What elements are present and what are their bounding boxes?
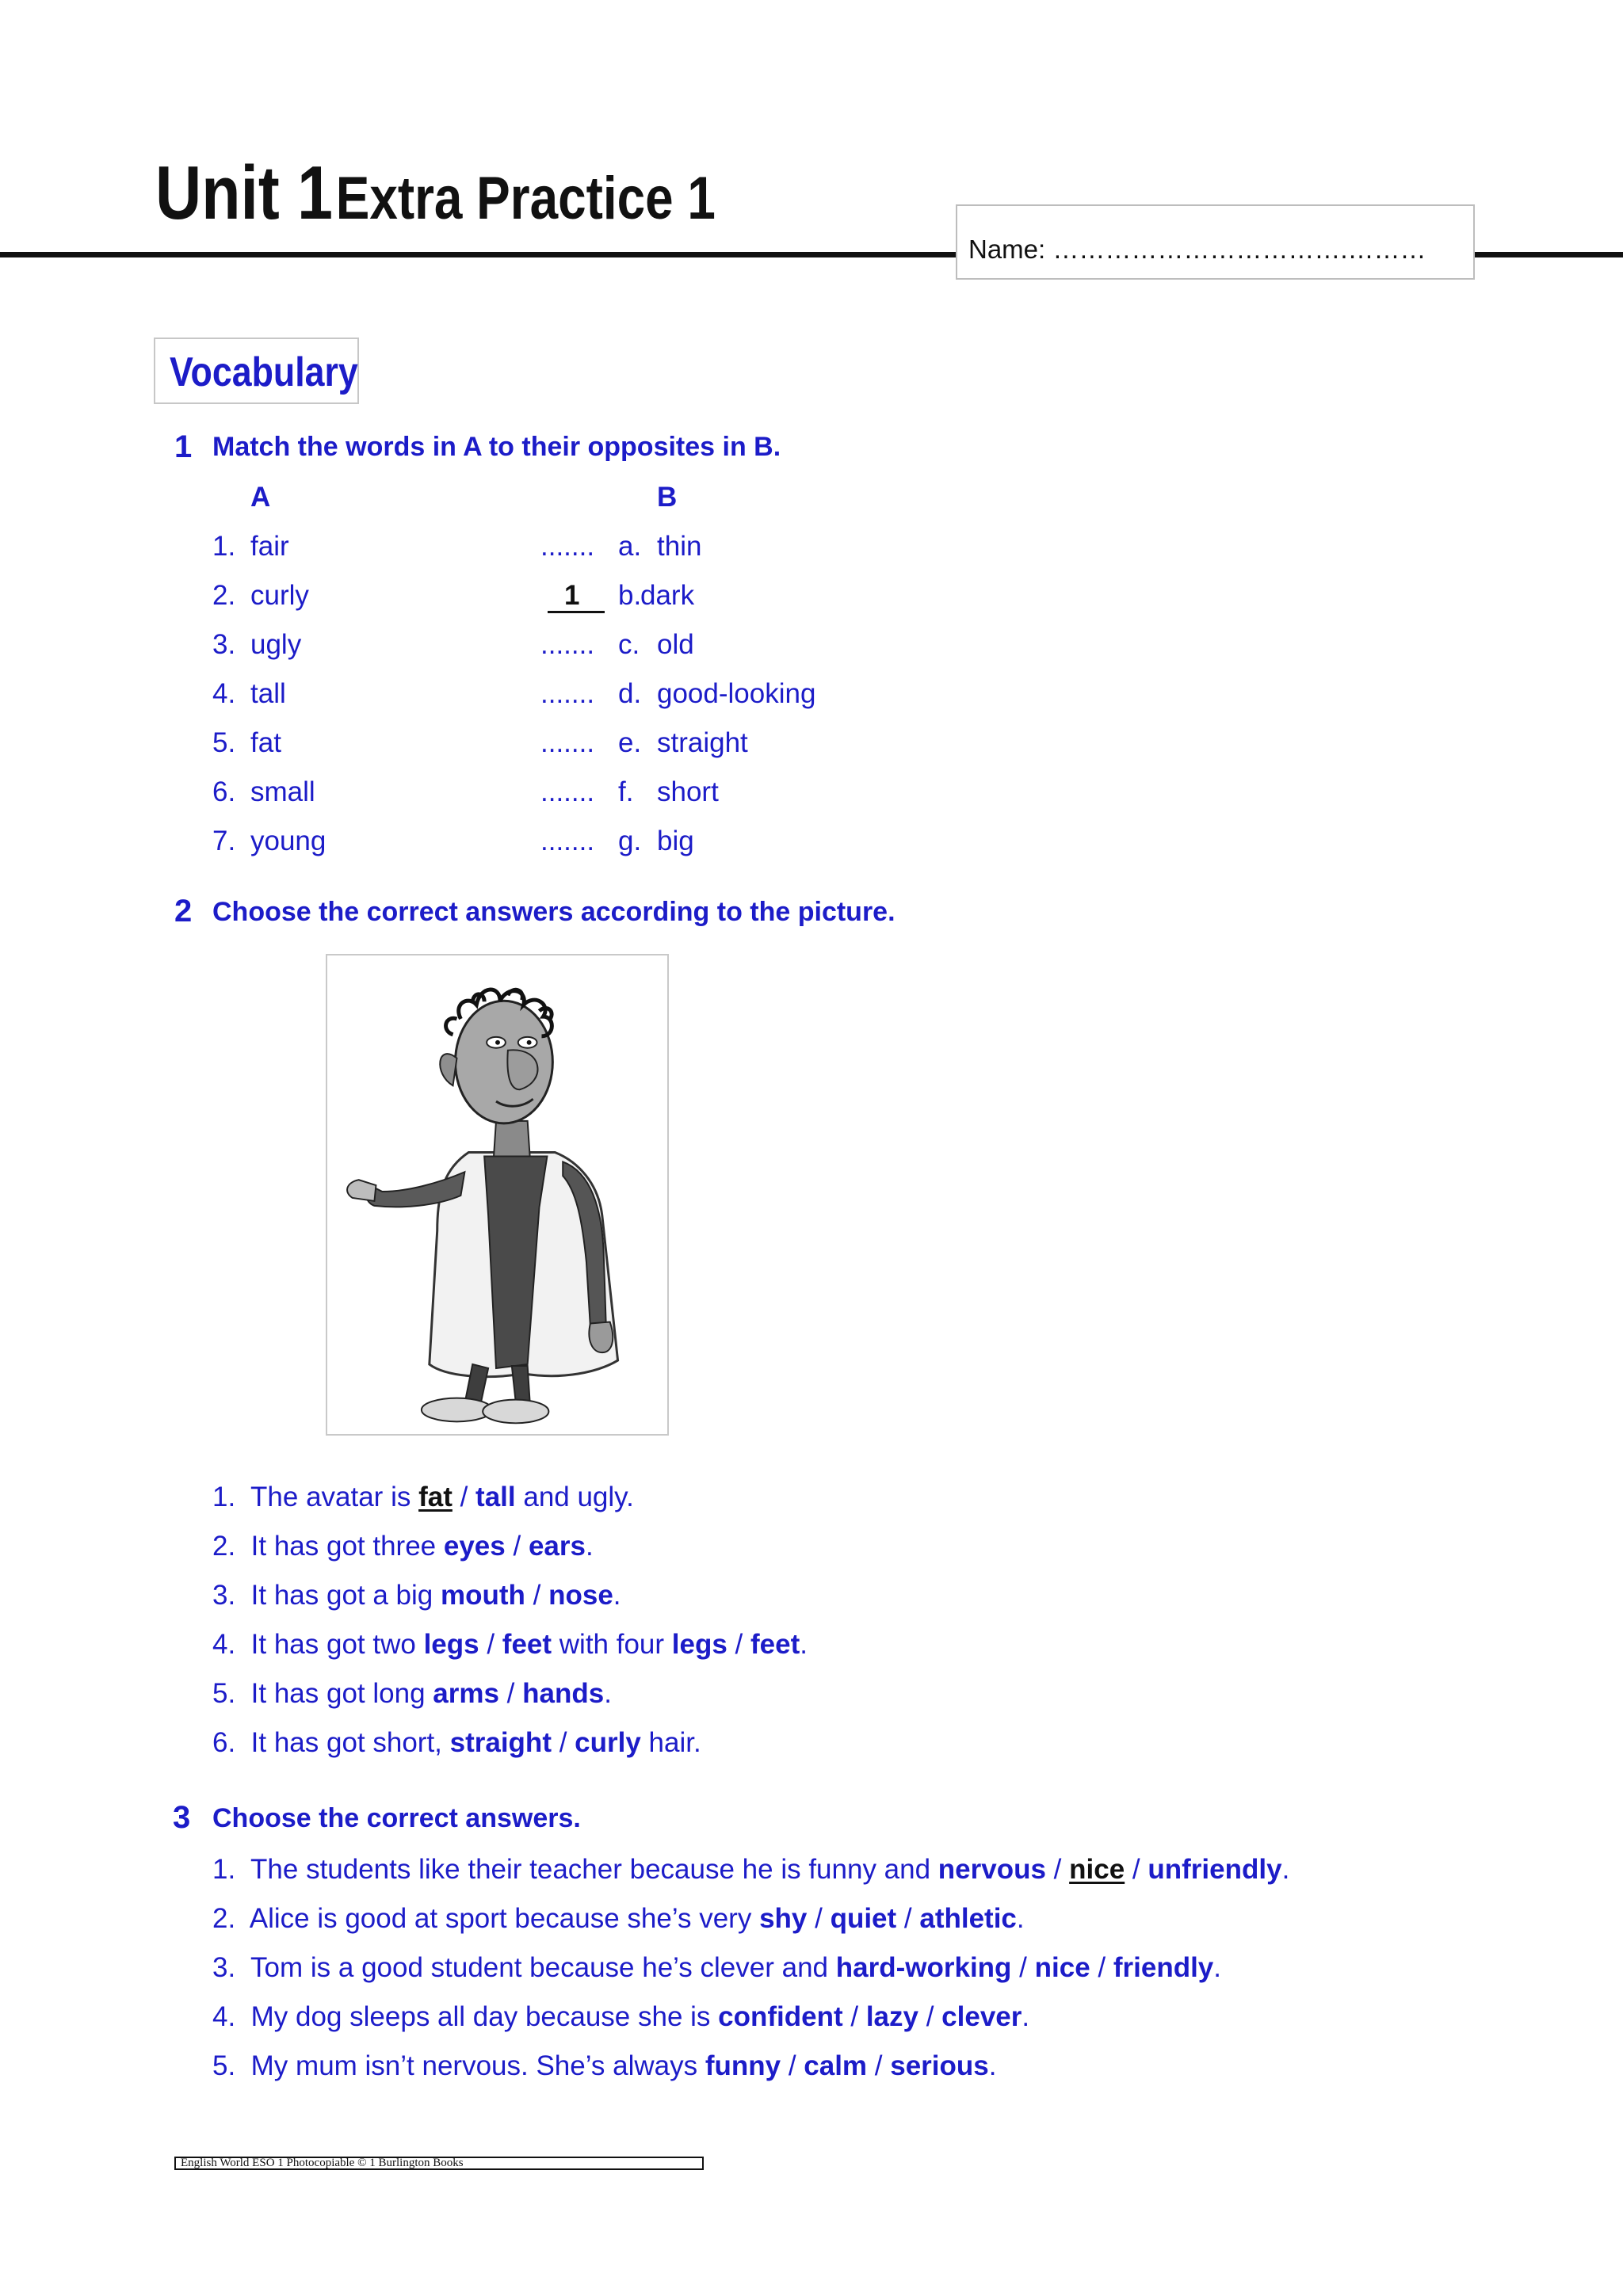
sentence-text: It has got three	[250, 1531, 444, 1562]
item-number: 5.	[212, 2050, 236, 2081]
match-opposite: old	[657, 629, 694, 660]
sentence-text: Tom is a good student because he’s clever and	[250, 1952, 836, 1983]
sentence-2-4	[212, 1630, 808, 1658]
match-opposite: short	[657, 776, 719, 807]
option[interactable]: hands	[522, 1678, 605, 1709]
match-letter: e.	[618, 727, 642, 758]
separator: /	[1045, 1854, 1070, 1885]
sentence-text: .	[1016, 1903, 1025, 1934]
option[interactable]: tall	[475, 1482, 516, 1512]
option[interactable]: feet	[502, 1629, 552, 1660]
match-opposite: big	[657, 826, 694, 856]
option[interactable]: serious	[890, 2050, 989, 2081]
separator: /	[781, 2050, 804, 2081]
answer-blank[interactable]: .......	[540, 826, 595, 856]
separator: /	[1090, 1952, 1113, 1983]
column-b-heading: B	[657, 482, 678, 513]
match-letter: d.	[618, 678, 642, 709]
sentence-2-6	[212, 1729, 701, 1756]
match-word: curly	[250, 580, 309, 611]
item-number: 4.	[212, 2001, 236, 2032]
sentence-text: The students like their teacher because he is funny and	[250, 1854, 938, 1885]
item-number: 2.	[212, 1903, 236, 1934]
separator: /	[1125, 1854, 1148, 1885]
option[interactable]: straight	[449, 1727, 552, 1758]
match-row-number: 7.	[212, 826, 236, 856]
exercise-1-number: 1	[174, 429, 193, 464]
sentence-text: .	[988, 2050, 997, 2081]
option[interactable]: nervous	[938, 1854, 1046, 1885]
example-answer: 1	[564, 580, 580, 611]
option[interactable]: friendly	[1113, 1952, 1214, 1983]
sentence-text: .	[1022, 2001, 1030, 2032]
match-word: fat	[250, 727, 281, 758]
sentence-3-3	[212, 1954, 1221, 1981]
separator: /	[727, 1629, 751, 1660]
sentence-text: Alice is good at sport because she’s very	[249, 1903, 760, 1934]
option[interactable]: funny	[705, 2050, 781, 2081]
option[interactable]: confident	[718, 2001, 843, 2032]
separator: /	[452, 1482, 476, 1512]
sentence-text: It has got two	[250, 1629, 424, 1660]
sentence-text: hair.	[640, 1727, 701, 1758]
sentence-text: The avatar is	[250, 1482, 419, 1512]
item-number: 3.	[212, 1952, 236, 1983]
sentence-text: .	[585, 1531, 594, 1562]
answer-blank[interactable]: .......	[540, 727, 595, 758]
column-a-heading: A	[250, 482, 271, 513]
match-word: young	[250, 826, 327, 856]
option[interactable]: hard-working	[835, 1952, 1012, 1983]
avatar-illustration	[326, 954, 669, 1436]
answer-blank[interactable]: .......	[540, 776, 595, 807]
option[interactable]: clever	[941, 2001, 1022, 2032]
exercise-3-number: 3	[173, 1800, 191, 1835]
separator: /	[896, 1903, 920, 1934]
sentence-text: It has got long	[250, 1678, 433, 1709]
match-letter: b.	[618, 580, 642, 611]
option[interactable]: nose	[548, 1580, 613, 1611]
sentence-text: It has got a big	[250, 1580, 441, 1611]
option[interactable]: athletic	[919, 1903, 1017, 1934]
option[interactable]: shy	[759, 1903, 808, 1934]
separator: /	[842, 2001, 866, 2032]
separator: /	[525, 1580, 549, 1611]
match-opposite: thin	[657, 531, 702, 562]
match-letter: f.	[618, 776, 634, 807]
sentence-text: .	[613, 1580, 621, 1611]
sentence-text: My dog sleeps all day because she is	[250, 2001, 719, 2032]
match-word: small	[250, 776, 315, 807]
item-number: 1.	[212, 1854, 236, 1885]
option[interactable]: quiet	[830, 1903, 897, 1934]
sentence-3-4	[212, 2003, 1029, 2031]
match-word: ugly	[250, 629, 302, 660]
name-field: Name: …………………………….………	[968, 235, 1426, 264]
exercise-2-number: 2	[174, 894, 193, 929]
sentence-text: It has got short,	[250, 1727, 450, 1758]
separator: /	[867, 2050, 891, 2081]
match-letter: a.	[618, 531, 642, 562]
option[interactable]: feet	[750, 1629, 800, 1660]
sentence-2-3	[212, 1581, 621, 1609]
option[interactable]: eyes	[443, 1531, 506, 1562]
exercise-1-title: Match the words in A to their opposites in B.	[212, 432, 781, 462]
option[interactable]: arms	[433, 1678, 499, 1709]
sentence-text: .	[1281, 1854, 1290, 1885]
separator: /	[1011, 1952, 1035, 1983]
copyright-footer: English World ESO 1 Photocopiable © 1 Burlington Books	[174, 2157, 704, 2170]
item-number: 2.	[212, 1531, 236, 1562]
answer-blank[interactable]: .......	[540, 678, 595, 709]
sentence-2-1	[212, 1483, 634, 1511]
match-row-number: 2.	[212, 580, 236, 611]
match-row-number: 5.	[212, 727, 236, 758]
page-title	[155, 151, 716, 235]
option[interactable]: lazy	[865, 2001, 918, 2032]
unit-subtitle: Extra Practice 1	[335, 165, 716, 232]
sentence-2-2	[212, 1532, 594, 1560]
match-row-number: 4.	[212, 678, 236, 709]
item-number: 5.	[212, 1678, 236, 1709]
section-heading: Vocabulary	[170, 349, 358, 395]
match-opposite: dark	[640, 580, 695, 611]
separator: /	[479, 1629, 502, 1660]
match-opposite: straight	[657, 727, 748, 758]
item-number: 3.	[212, 1580, 236, 1611]
sentence-3-2	[212, 1905, 1025, 1932]
match-opposite: good-looking	[657, 678, 816, 709]
match-row-number: 1.	[212, 531, 236, 562]
option[interactable]: ears	[528, 1531, 586, 1562]
sentence-text: and ugly.	[515, 1482, 634, 1512]
answer-blank[interactable]: .......	[540, 531, 595, 562]
sentence-3-1	[212, 1855, 1289, 1883]
separator: /	[498, 1678, 523, 1709]
section-heading-box	[154, 338, 359, 404]
exercise-3-title: Choose the correct answers.	[212, 1803, 581, 1833]
unit-label: Unit 1	[155, 151, 334, 235]
sentence-text: .	[800, 1629, 808, 1660]
sentence-3-5	[212, 2052, 996, 2080]
option[interactable]: legs	[671, 1629, 727, 1660]
option[interactable]: unfriendly	[1148, 1854, 1282, 1885]
option[interactable]: nice	[1034, 1952, 1090, 1983]
option-selected[interactable]: nice	[1069, 1854, 1125, 1885]
option[interactable]: curly	[575, 1727, 641, 1758]
answer-blank[interactable]: .......	[540, 629, 595, 660]
match-row-number: 6.	[212, 776, 236, 807]
match-word: fair	[250, 531, 289, 562]
match-letter: g.	[618, 826, 642, 856]
sentence-text: with four	[552, 1629, 672, 1660]
separator: /	[551, 1727, 575, 1758]
sentence-2-5	[212, 1680, 612, 1707]
option[interactable]: calm	[804, 2050, 868, 2081]
match-word: tall	[250, 678, 286, 709]
sentence-text: My mum isn’t nervous. She’s always	[250, 2050, 705, 2081]
sentence-text: .	[604, 1678, 612, 1709]
item-number: 1.	[212, 1482, 236, 1512]
answer-underline	[548, 611, 605, 613]
option[interactable]: mouth	[440, 1580, 525, 1611]
option[interactable]: legs	[423, 1629, 479, 1660]
separator: /	[807, 1903, 831, 1934]
match-letter: c.	[618, 629, 640, 660]
separator: /	[918, 2001, 942, 2032]
separator: /	[505, 1531, 529, 1562]
name-field-box[interactable]	[956, 204, 1475, 280]
match-row-number: 3.	[212, 629, 236, 660]
sentence-text: .	[1213, 1952, 1222, 1983]
item-number: 6.	[212, 1727, 236, 1758]
option-selected[interactable]: fat	[418, 1482, 453, 1512]
item-number: 4.	[212, 1629, 236, 1660]
exercise-2-title: Choose the correct answers according to the picture.	[212, 897, 896, 927]
